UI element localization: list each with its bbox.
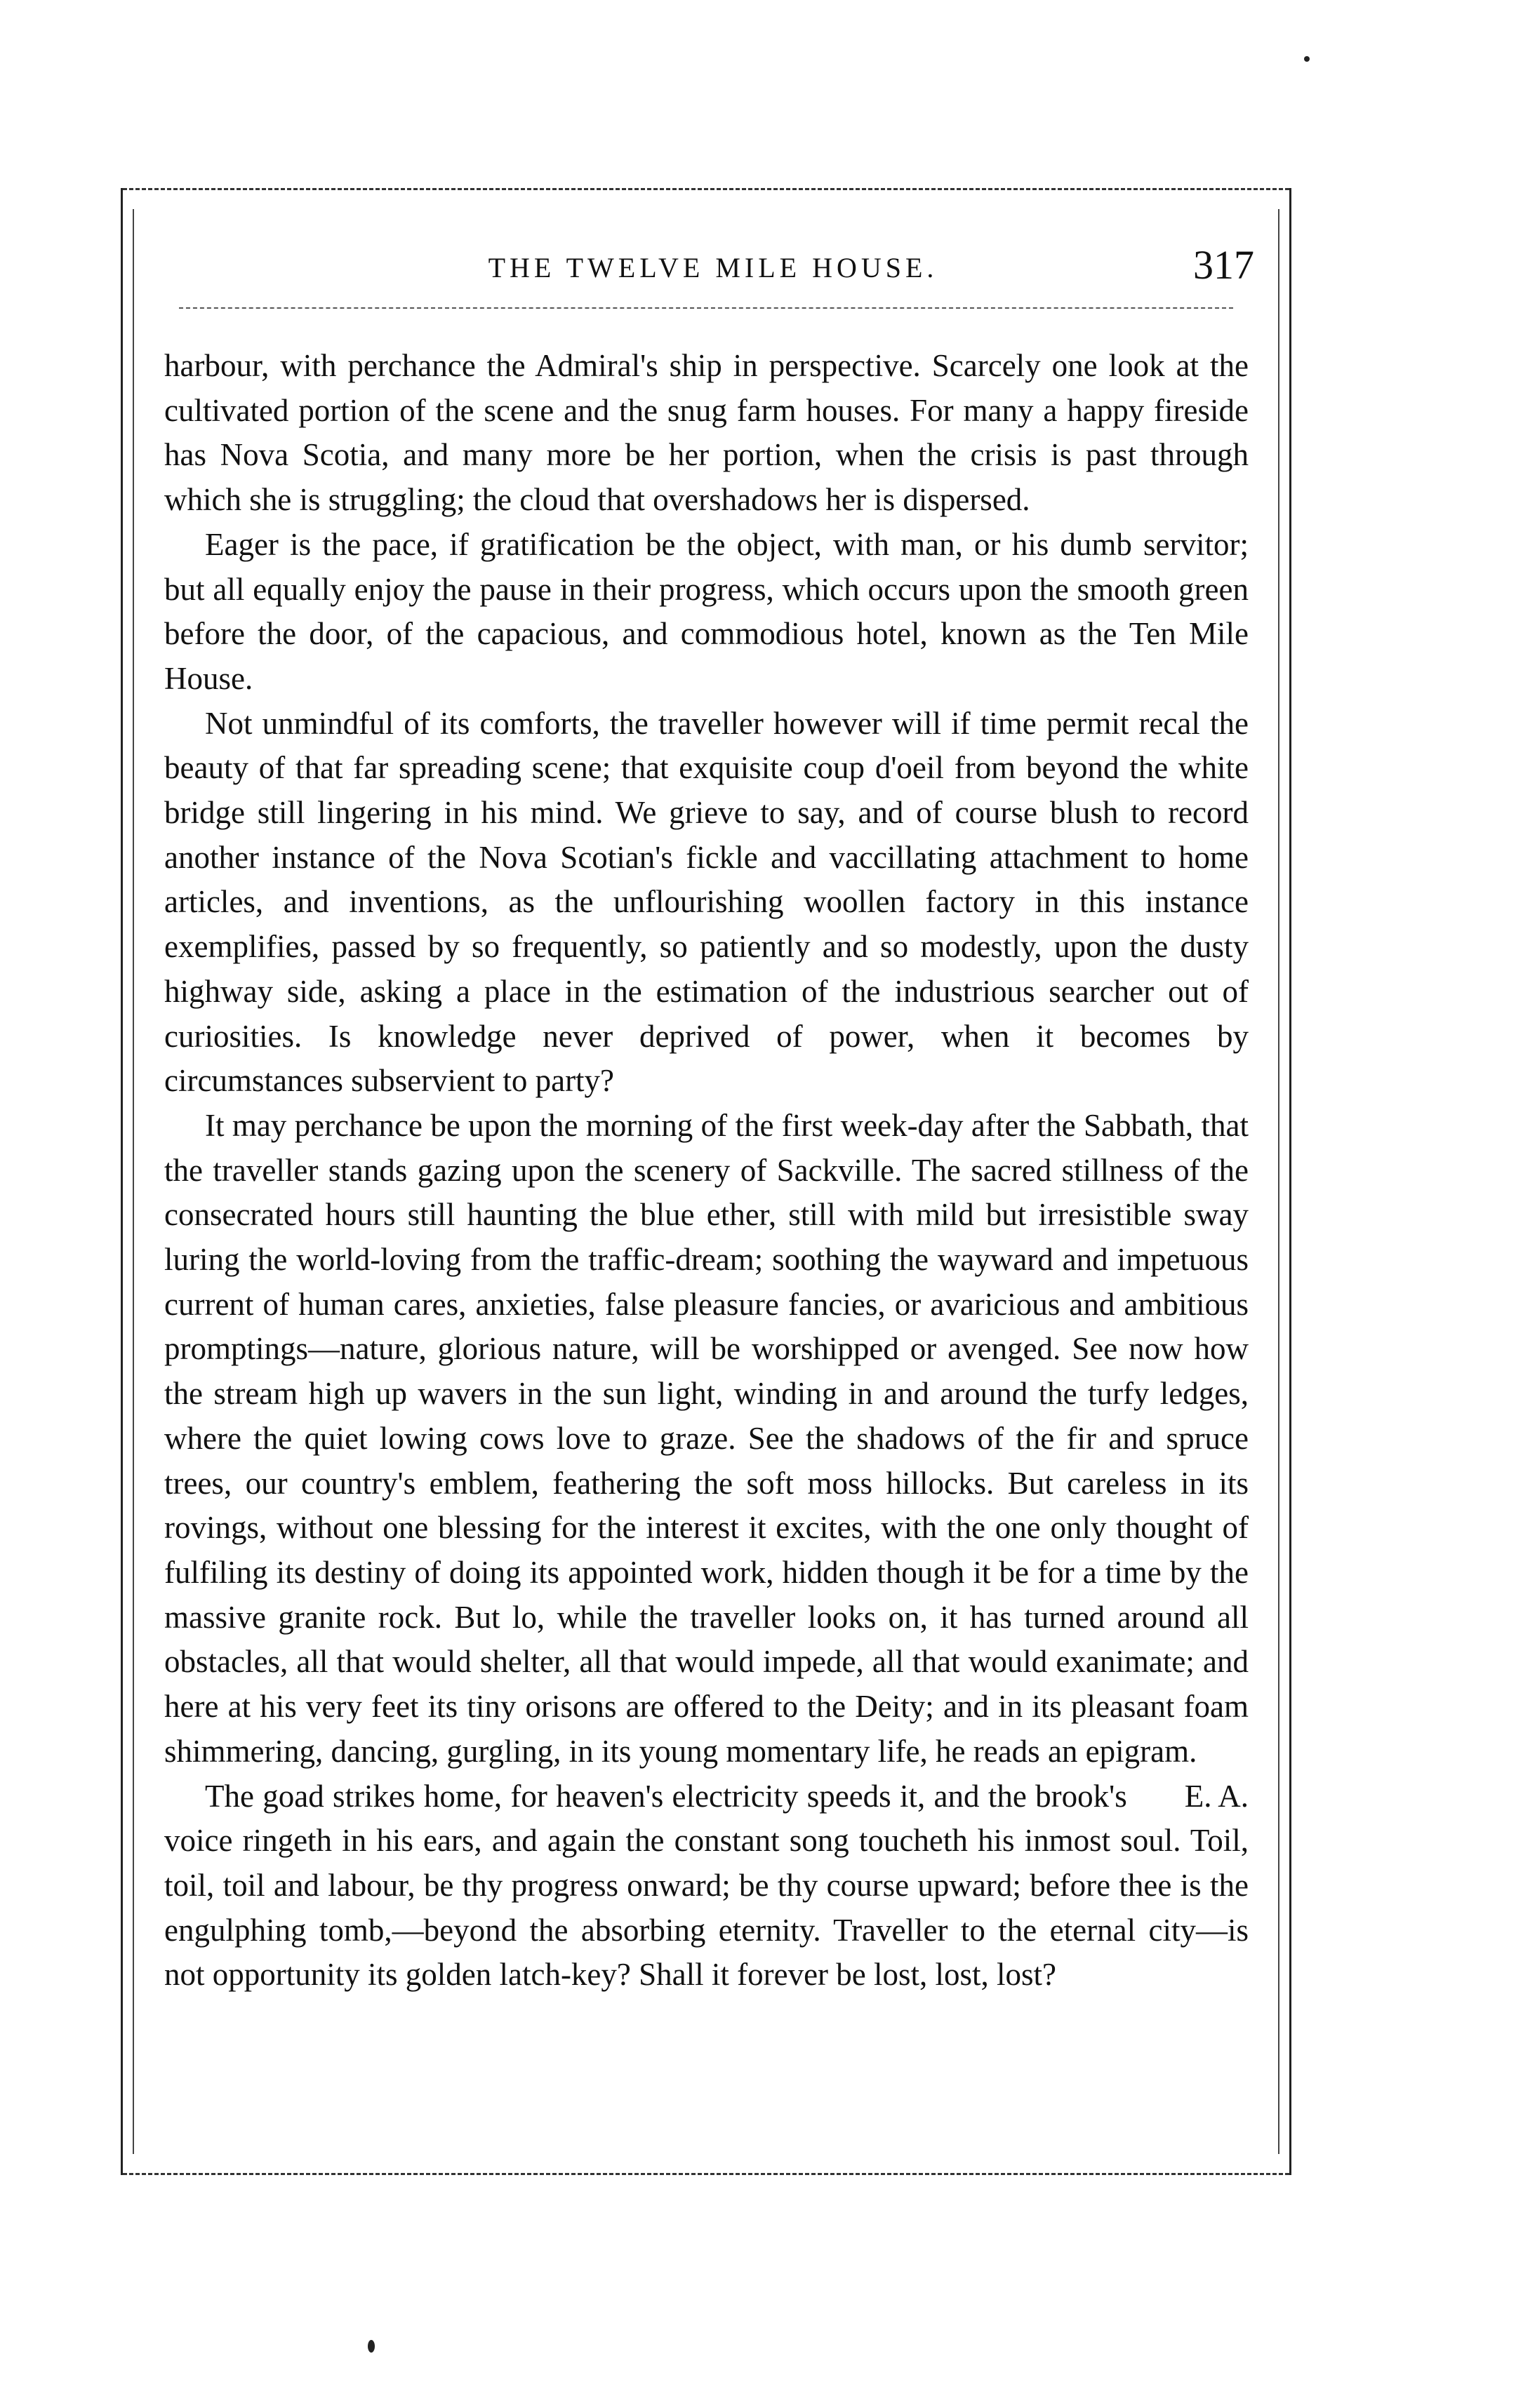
signature: E. A.: [1184, 1778, 1249, 1814]
ink-speck: [1304, 56, 1310, 62]
frame-bottom-rule: [123, 2173, 1289, 2175]
paragraph-3: Not unmindful of its comforts, the traveller however will if time permit recal the beauty of that far spreading scene; that exquisite coup d'oeil from beyond the white bridge still lingering in his mind. We grieve to say, and of course blush to record another instance of the Nova Scotian's fickle and vaccillating attachment to home articles, and inventions, as the unflourishing woollen factory in this instance exemplifies, passed by so frequently, so patiently and so modestly, upon the dusty highway side, asking a place in the estimation of the industrious searcher out of curiosities. Is knowledge never deprived of power, when it becomes by circumstances subservient to party?: [164, 705, 1249, 1099]
frame-top-rule: [123, 188, 1289, 190]
body-text: [164, 344, 1249, 1998]
page-number: 317: [1193, 242, 1254, 288]
paragraph-1: harbour, with perchance the Admiral's ship in perspective. Scarcely one look at the cultivated portion of the scene and the snug farm houses. For many a happy fireside has Nova Scotia, and many more be her portion, when the crisis is past through which she is struggling; the cloud that overshadows her is dispersed.: [164, 348, 1249, 518]
frame-inner-right-rule: [1278, 209, 1279, 2154]
running-head: [165, 241, 1261, 290]
frame-inner-left-rule: [133, 209, 134, 2154]
ink-speck: [368, 2340, 375, 2353]
running-title: THE TWELVE MILE HOUSE.: [488, 252, 938, 283]
paragraph-2: Eager is the pace, if gratification be the object, with man, or his dumb servitor; but all equally enjoy the pause in their progress, which occurs upon the smooth green before the door, of the capacious, and commodious hotel, known as the Ten Mile House.: [164, 526, 1249, 696]
paragraph-5: [164, 1774, 1249, 1998]
header-rule: [179, 307, 1233, 309]
paragraph-4: It may perchance be upon the morning of the first week-day after the Sabbath, that the traveller stands gazing upon the scenery of Sackville. The sacred stillness of the consecrated hours still haunting the blue ether, still with mild but irresistible sway luring the world-loving from the traffic-dream; soothing the wayward and impetuous current of human cares, anxieties, false pleasure fancies, or avaricious and ambitious promptings—nature, glorious nature, will be worshipped or avenged. See now how the stream high up wavers in the sun light, winding in and around the turfy ledges, where the quiet lowing cows love to graze. See the shadows of the fir and spruce trees, our country's emblem, feathering the soft moss hillocks. But careless in its rovings, without one blessing for the interest it excites, with the one only thought of fulfiling its destiny of doing its appointed work, hidden though it be for a time by the massive granite rock. But lo, while the traveller looks on, it has turned around all obstacles, all that would shelter, all that would impede, all that would exanimate; and here at his very feet its tiny orisons are offered to the Deity; and in its pleasant foam shimmering, dancing, gurgling, in its young momentary life, he reads an epigram.: [164, 1107, 1249, 1769]
page-frame: [121, 188, 1291, 2175]
paragraph-5-text: The goad strikes home, for heaven's electricity speeds it, and the brook's voice ringeth in his ears, and again the constant song toucheth his inmost soul. Toil, toil, toil and labour, be thy progress onward; be thy course upward; before thee is the engulphing tomb,—beyond the absorbing eternity. Traveller to the eternal city—is not opportunity its golden latch-key? Shall it forever be lost, lost, lost?: [164, 1778, 1249, 1993]
